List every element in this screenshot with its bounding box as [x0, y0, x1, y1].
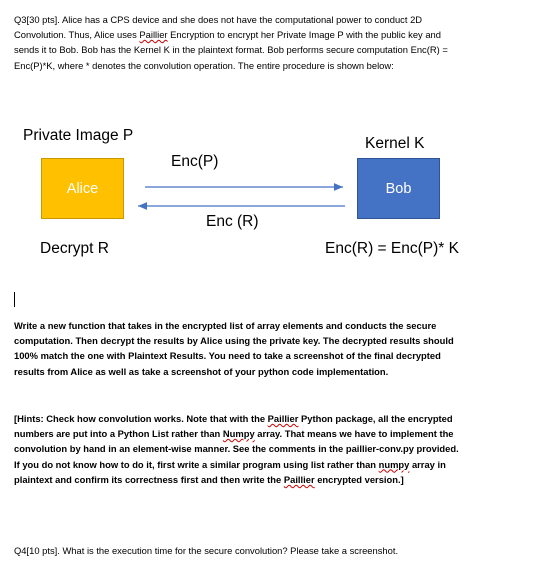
hints-l2-before: numbers are put into a Python List rather than [14, 428, 223, 440]
hints-block [14, 411, 520, 487]
paillier-word: Paillier [267, 413, 299, 424]
numpy-word: Numpy [222, 428, 255, 440]
text-cursor [14, 292, 15, 307]
paillier-word: Paillier [283, 473, 315, 485]
hints-l1-before: [Hints: Check how convolution works. Note that with the [14, 413, 268, 424]
task-instructions [14, 318, 520, 379]
equation-label: Enc(R) = Enc(P)* K [325, 240, 459, 257]
task-line-1: Write a new function that takes in the encrypted list of array elements and conducts the secure [14, 320, 437, 331]
hints-line-4 [14, 457, 520, 472]
hints-line-2 [14, 426, 520, 441]
task-line-4: results from Alice as well as take a screenshot of your python code implementation. [14, 365, 389, 377]
q3-line-2-after: Encryption to encrypt her Private Image P with the public key and [167, 29, 441, 41]
hints-l1-after: Python package, all the encrypted [298, 413, 453, 424]
enc-r-label: Enc (R) [206, 213, 259, 230]
hints-l4-before: If you do not know how to do it, first write a similar program using list rather than [14, 458, 379, 470]
hints-line-3: convolution by hand in an element-wise manner. See the comments in the paillier-conv.py provided. [14, 443, 459, 455]
numpy-word: numpy [378, 458, 410, 470]
hints-l5-after: encrypted version.] [314, 473, 404, 485]
enc-p-label: Enc(P) [171, 153, 219, 170]
q3-line-4: Enc(P)*K, where * denotes the convolution operation. The entire procedure is shown below: [14, 59, 394, 71]
decrypt-label: Decrypt R [40, 240, 109, 257]
hints-l4-after: array in [409, 458, 446, 470]
task-line-2: computation. Then decrypt the results by Alice using the private key. The decrypted results should [14, 335, 454, 347]
paillier-word: Paillier [139, 29, 168, 41]
kernel-label: Kernel K [365, 135, 425, 152]
hints-line-1 [14, 411, 520, 426]
private-image-label: Private Image P [23, 127, 134, 144]
hints-l5-before: plaintext and confirm its correctness first and then write the [14, 473, 284, 485]
bob-label: Bob [385, 180, 412, 197]
q4-question: Q4[10 pts]. What is the execution time for the secure convolution? Please take a screenshot. [14, 545, 399, 556]
hints-line-5 [14, 472, 520, 487]
hints-l2-after: array. That means we have to implement the [254, 428, 454, 440]
q3-line-2-before: Convolution. Thus, Alice uses [14, 29, 140, 41]
task-line-3: 100% match the one with Plaintext Results. You need to take a screenshot of the final decrypted [14, 350, 441, 362]
alice-label: Alice [66, 180, 99, 197]
q3-line-3: sends it to Bob. Bob has the Kernel K in the plaintext format. Bob performs secure computation Enc(R) = [14, 44, 448, 56]
q3-line-1: Q3[30 pts]. Alice has a CPS device and she does not have the computational power to conduct 2D [14, 14, 423, 25]
